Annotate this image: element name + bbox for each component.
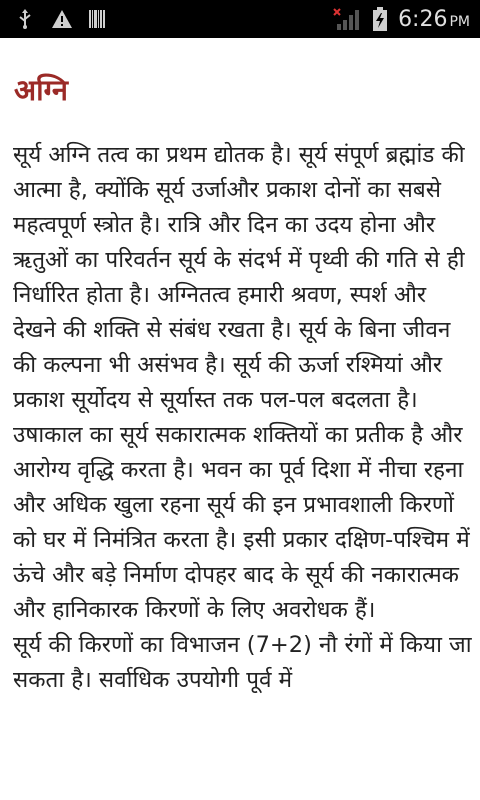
barcode-icon bbox=[86, 10, 108, 28]
clock-ampm: PM bbox=[449, 13, 470, 30]
signal-no-service-icon bbox=[332, 8, 360, 30]
status-bar-left bbox=[14, 0, 108, 38]
page-title: अग्नि bbox=[14, 73, 68, 107]
article-body: सूर्य अग्नि तत्व का प्रथम द्योतक है। सूर्य संपूर्ण ब्रह्मांड की आत्मा है, क्योंकि सूर्य उर्जाऔर प्रकाश दोनों का सबसे महत्वपूर्ण स्त्रोत है। रात्रि और दिन का उदय होना और ऋतुओं का परिवर्तन सूर्य के संदर्भ में पृथ्वी की गति से ही निर्धारित होता है। अग्नितत्व हमारी श्रवण, स्पर्श और देखने की शक्ति से संबंध रखता है। सूर्य के बिना जीवन की कल्पना भी असंभव है। सूर्य की ऊर्जा रश्मियां और प्रकाश सूर्योदय से सूर्यास्त तक पल-पल बदलता है। उषाकाल का सूर्य सकारात्मक शक्तियों का प्रतीक है और आरोग्य वृद्धि करता है। भवन का पूर्व दिशा में नीचा रहना और अधिक खुला रहना सूर्य की इन प्रभावशाली किरणों को घर में निमंत्रित करता है। इसी प्रकार दक्षिण-पश्चिम में ऊंचे और बड़े निर्माण दोपहर बाद के सूर्य की नकारात्मक और हानिकारक किरणों के लिए अवरोधक हैं। सूर्य की किरणों का विभाजन (7+2) नौ रंगों में किया जा सकता है। सर्वाधिक उपयोगी पूर्व में bbox=[13, 142, 472, 693]
status-bar bbox=[0, 0, 480, 38]
clock-time bbox=[398, 7, 470, 32]
usb-icon bbox=[14, 9, 36, 29]
article-content[interactable] bbox=[0, 38, 480, 800]
battery-charging-icon bbox=[370, 7, 390, 31]
clock-time-value: 6:26 bbox=[398, 6, 448, 32]
warning-icon bbox=[50, 10, 74, 28]
status-bar-right bbox=[332, 0, 470, 38]
